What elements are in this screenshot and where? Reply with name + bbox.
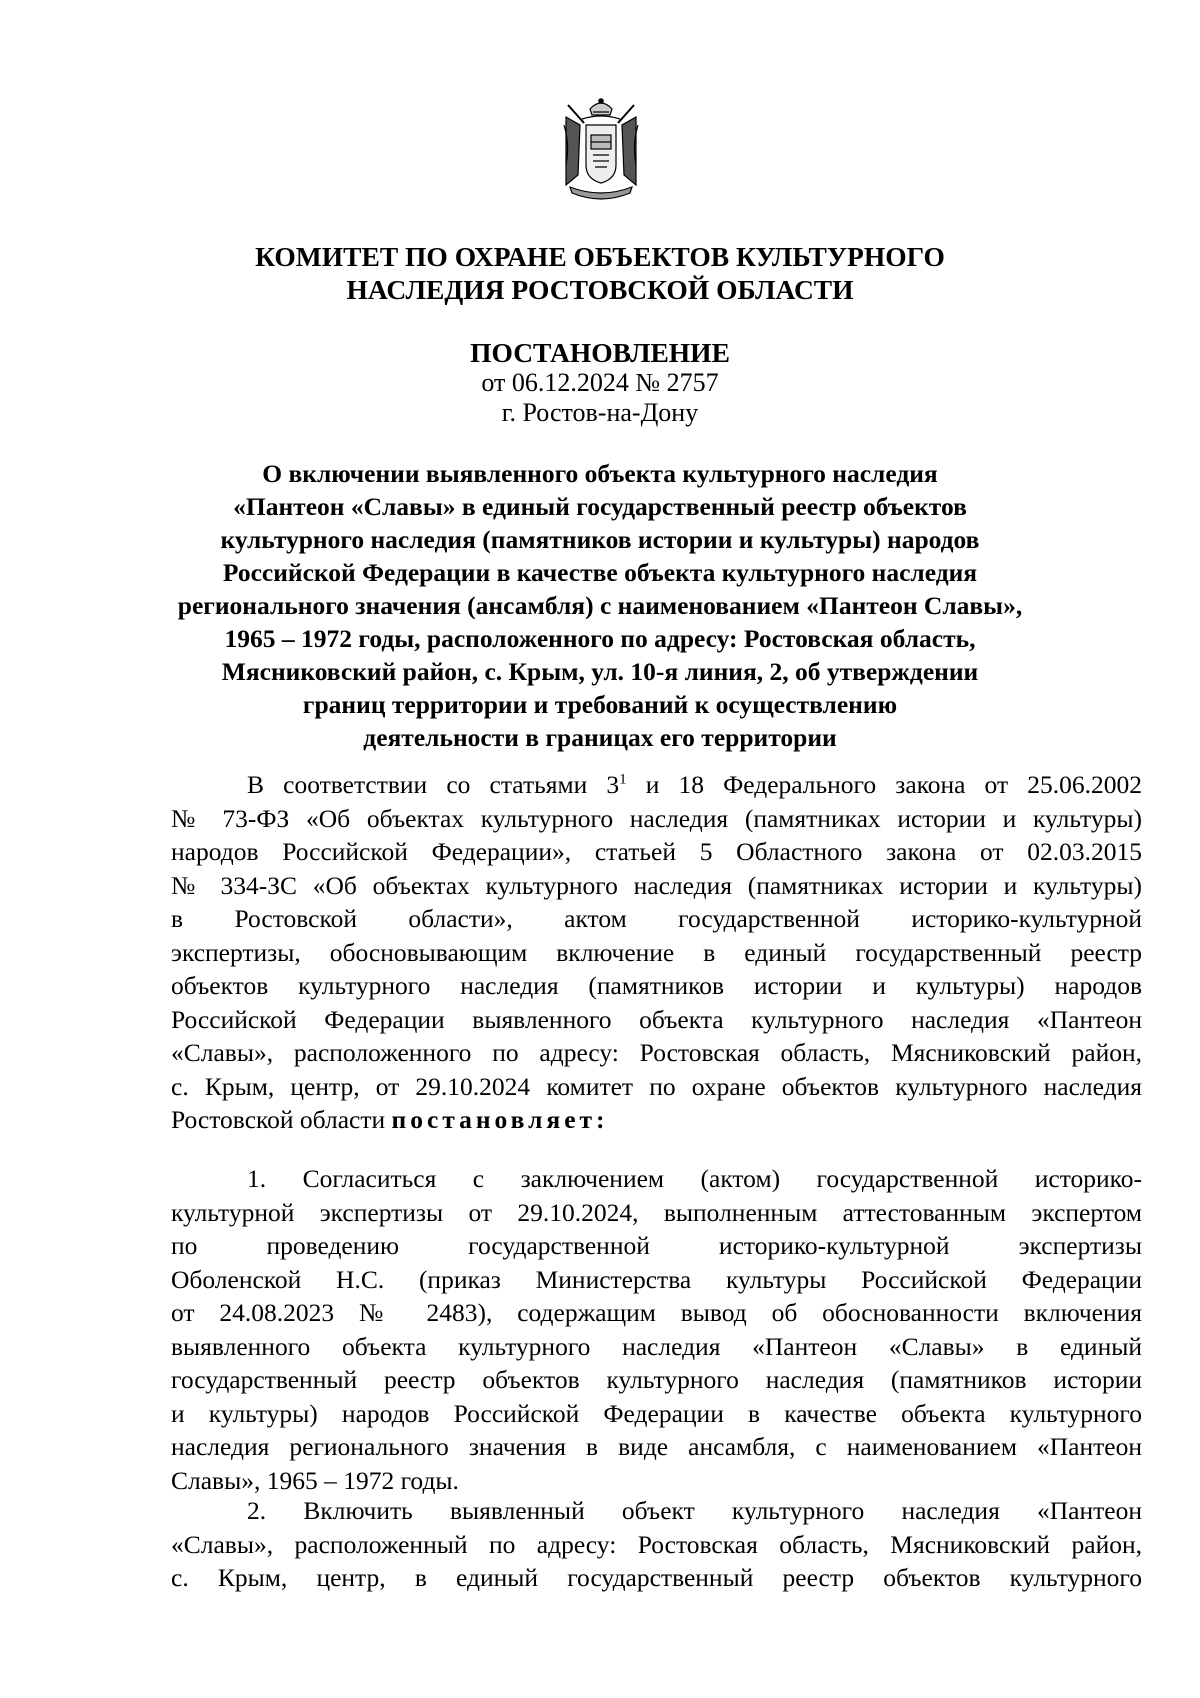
- item-1-paragraph: [171, 1162, 1142, 1497]
- item-1-line: наследия регионального значения в виде ансамбля, с наименованием «Пантеон: [171, 1432, 1142, 1461]
- item-2-line: 2. Включить выявленный объект культурного наследия «Пантеон: [247, 1496, 1142, 1525]
- preamble-line: народов Российской Федерации», статьей 5 Областного закона от 02.03.2015: [171, 837, 1142, 866]
- preamble-text: В соответствии со статьями 3: [247, 770, 620, 799]
- item-1-line: по проведению государственной историко-культурной экспертизы: [171, 1231, 1142, 1260]
- item-2-line: «Славы», расположенный по адресу: Ростовская область, Мясниковский район,: [171, 1529, 1142, 1559]
- title-line: Российской Федерации в качестве объекта культурного наследия: [222, 558, 978, 587]
- preamble-line: № 334-ЗС «Об объектах культурного наследия (памятниках истории и культуры): [171, 870, 1142, 900]
- document-type: ПОСТАНОВЛЕНИЕ: [470, 337, 730, 368]
- organization-name: [0, 240, 1200, 306]
- item-2-paragraph: [171, 1494, 1142, 1595]
- article-superscript: 1: [619, 771, 627, 788]
- item-1-line: Оболенской Н.С. (приказ Министерства культуры Российской Федерации: [171, 1264, 1142, 1294]
- title-line: Мясниковский район, с. Крым, ул. 10-я линия, 2, об утверждении: [221, 657, 979, 686]
- organization-name-line1: КОМИТЕТ ПО ОХРАНЕ ОБЪЕКТОВ КУЛЬТУРНОГО: [255, 241, 945, 272]
- preamble-line: в Ростовской области», актом государственной историко-культурной: [171, 904, 1142, 933]
- item-1-line: выявленного объекта культурного наследия «Пантеон «Славы» в единый: [171, 1331, 1142, 1361]
- preamble-paragraph: [171, 768, 1142, 1137]
- title-line: границ территории и требований к осуществлению: [302, 690, 898, 719]
- title-line: культурного наследия (памятников истории и культуры) народов: [220, 525, 980, 554]
- preamble-line: экспертизы, обосновывающим включение в единый государственный реестр: [171, 937, 1142, 967]
- resolves-word: постановляет:: [391, 1105, 609, 1134]
- title-line: «Пантеон «Славы» в единый государственный реестр объектов: [233, 492, 967, 521]
- document-date-number: от 06.12.2024 № 2757: [481, 368, 719, 397]
- title-line: 1965 – 1972 годы, расположенного по адресу: Ростовская область,: [224, 624, 976, 653]
- preamble-line: № 73-ФЗ «Об объектах культурного наследия (памятниках истории и культуры): [171, 803, 1142, 833]
- title-line: О включении выявленного объекта культурного наследия: [262, 459, 938, 488]
- item-2-line: с. Крым, центр, в единый государственный реестр объектов культурного: [171, 1563, 1142, 1592]
- preamble-line: [171, 768, 1142, 802]
- title-line: деятельности в границах его территории: [363, 723, 837, 752]
- preamble-line: «Славы», расположенного по адресу: Ростовская область, Мясниковский район,: [171, 1038, 1142, 1067]
- item-1-line: 1. Согласиться с заключением (актом) государственной историко-: [247, 1164, 1142, 1193]
- document-title: [0, 457, 1200, 754]
- preamble-line: Российской Федерации выявленного объекта культурного наследия «Пантеон: [171, 1004, 1142, 1034]
- document-place: г. Ростов-на-Дону: [501, 398, 699, 427]
- preamble-text: Ростовской области: [171, 1105, 392, 1134]
- item-1-line: культурной экспертизы от 29.10.2024, выполненным аттестованным экспертом: [171, 1197, 1142, 1227]
- title-line: регионального значения (ансамбля) с наименованием «Пантеон Славы»,: [177, 591, 1023, 620]
- organization-name-line2: НАСЛЕДИЯ РОСТОВСКОЙ ОБЛАСТИ: [346, 274, 854, 305]
- preamble-line: с. Крым, центр, от 29.10.2024 комитет по охране объектов культурного наследия: [171, 1071, 1142, 1101]
- coat-of-arms-emblem: [560, 95, 642, 205]
- item-1-line: от 24.08.2023 № 2483), содержащим вывод об обоснованности включения: [171, 1298, 1142, 1327]
- preamble-line: [171, 1103, 1142, 1137]
- preamble-text: и 18 Федерального закона от 25.06.2002: [626, 770, 1142, 799]
- preamble-line: объектов культурного наследия (памятников истории и культуры) народов: [171, 971, 1142, 1000]
- item-1-line: государственный реестр объектов культурного наследия (памятников истории: [171, 1365, 1142, 1394]
- item-1-line: и культуры) народов Российской Федерации в качестве объекта культурного: [171, 1398, 1142, 1428]
- item-1-line: Славы», 1965 – 1972 годы.: [171, 1465, 459, 1495]
